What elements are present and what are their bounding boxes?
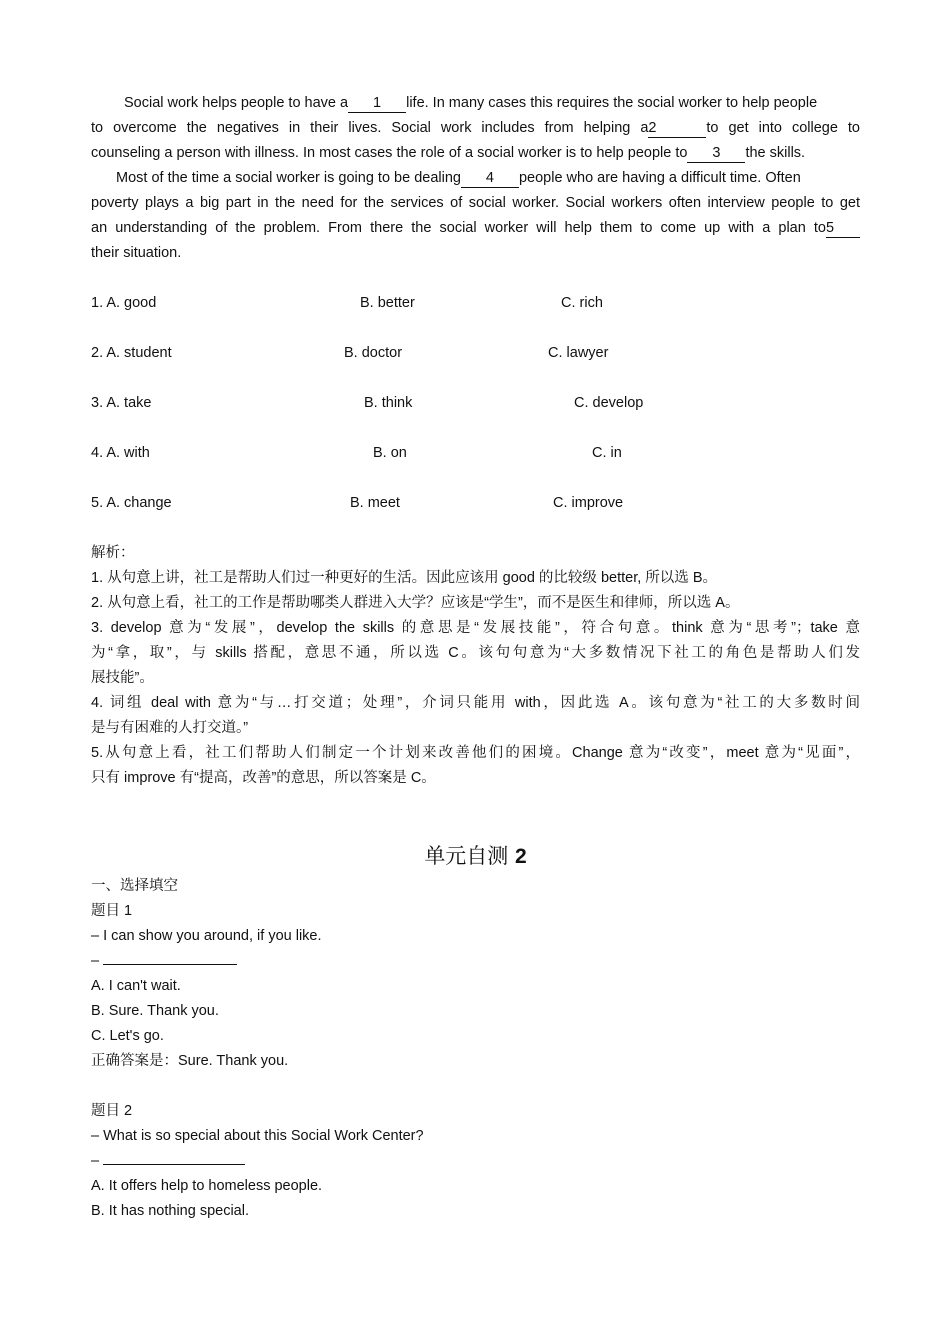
choice-a: A. I can't wait. — [91, 978, 181, 994]
option-b: B. on — [373, 445, 407, 461]
answer-blank: – — [91, 949, 860, 974]
choice-a: A. It offers help to homeless people. — [91, 1178, 323, 1194]
blank-3: 3 — [687, 144, 745, 163]
option-row — [91, 441, 860, 491]
option-a: 3. A. take — [91, 395, 152, 411]
analysis-item: 只有 improve 有“提高，改善”的意思，所以答案是 C。 — [91, 770, 436, 786]
option-row — [91, 291, 860, 341]
option-a: 2. A. student — [91, 345, 172, 361]
passage-line: an understanding of the problem. From there the social worker will help them to come up with a plan to5 — [91, 216, 860, 241]
question-label: 题目 1 — [91, 903, 133, 919]
analysis-item: 是与有困难的人打交道。” — [91, 720, 249, 736]
unit-test — [91, 874, 860, 1224]
passage-line: their situation. — [91, 245, 182, 261]
option-c: C. develop — [574, 395, 644, 411]
analysis-item: 2. 从句意上看，社工的工作是帮助哪类人群进入大学？应该是“学生”，而不是医生和律师，所以选 A。 — [91, 595, 740, 611]
option-row — [91, 341, 860, 391]
analysis-item: 1. 从句意上讲，社工是帮助人们过一种更好的生活。因此应该用 good 的比较级 better, 所以选 B。 — [91, 570, 717, 586]
option-c: C. lawyer — [548, 345, 609, 361]
blank-1: 1 — [348, 94, 406, 113]
option-b: B. think — [364, 395, 413, 411]
analysis-item: 为“拿，取”，与 skills 搭配，意思不通，所以选 C。该句句意为“大多数情况下社工的角色是帮助人们发 — [91, 645, 860, 661]
choice-c: C. Let's go. — [91, 1028, 164, 1044]
analysis-item: 4. 词组 deal with 意为“与…打交道；处理”，介词只能用 with，因此选 A。该句意为“社工的大多数时间 — [91, 695, 860, 711]
choice-b: B. Sure. Thank you. — [91, 1003, 219, 1019]
blank-2: 2 — [648, 119, 706, 138]
passage-line: Most of the time a social worker is going to be dealing 4 people who are having a difficult time. Often — [116, 170, 801, 186]
option-c: C. improve — [553, 495, 624, 511]
choice-b: B. It has nothing special. — [91, 1203, 249, 1219]
question-1 — [91, 899, 860, 1074]
option-b: B. better — [360, 295, 415, 311]
option-c: C. in — [592, 445, 622, 461]
option-c: C. rich — [561, 295, 603, 311]
passage-line: counseling a person with illness. In most cases the role of a social worker is to help people to 3 the skills. — [91, 145, 806, 161]
option-a: 1. A. good — [91, 295, 157, 311]
option-b: B. doctor — [344, 345, 403, 361]
question-label: 题目 2 — [91, 1103, 133, 1119]
answer-blank: – — [91, 1149, 860, 1174]
option-row — [91, 491, 860, 541]
option-a: 4. A. with — [91, 445, 150, 461]
analysis-item: 3. develop 意为“发展”，develop the skills 的意思是“发展技能”，符合句意。think 意为“思考”；take 意 — [91, 620, 860, 636]
passage-line: to overcome the negatives in their lives. Social work includes from helping a2 to get into college to — [91, 120, 860, 136]
options-list — [91, 291, 860, 541]
blank-5: 5 — [826, 219, 860, 238]
cloze-passage — [91, 91, 860, 266]
document-page — [91, 91, 860, 1224]
analysis-section — [91, 541, 860, 791]
option-a: 5. A. change — [91, 495, 172, 511]
blank-4: 4 — [461, 169, 519, 188]
question-prompt: – What is so special about this Social Work Center? — [91, 1128, 424, 1144]
analysis-item: 展技能”。 — [91, 670, 154, 686]
section-title: 单元自测 2 — [424, 844, 527, 868]
passage-line: poverty plays a big part in the need for the services of social worker. Social workers often interview people to get — [91, 195, 860, 211]
option-row — [91, 391, 860, 441]
correct-answer: 正确答案是：Sure. Thank you. — [91, 1053, 289, 1069]
analysis-heading: 解析： — [91, 545, 135, 561]
section-heading: 一、选择填空 — [91, 878, 178, 894]
question-prompt: – I can show you around, if you like. — [91, 928, 322, 944]
option-b: B. meet — [350, 495, 400, 511]
passage-line: Social work helps people to have a 1 life. In many cases this requires the social worker to help people — [124, 95, 818, 111]
analysis-item: 5.从句意上看，社工们帮助人们制定一个计划来改善他们的困境。Change 意为“改变”，meet 意为“见面”， — [91, 745, 860, 761]
question-2 — [91, 1099, 860, 1224]
